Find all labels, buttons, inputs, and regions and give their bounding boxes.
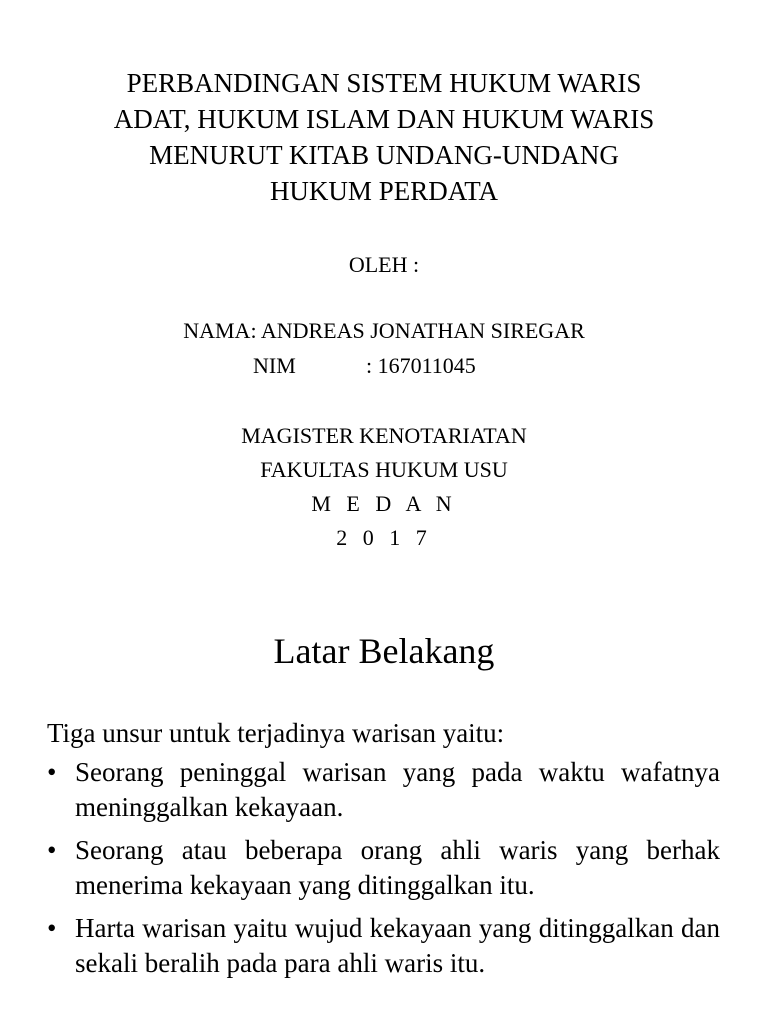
bullet-list [47, 755, 720, 981]
city-name: M E D A N [311, 491, 457, 516]
year: 2 0 1 7 [336, 525, 432, 550]
list-item-text: Harta warisan yaitu wujud kekayaan yang ditinggalkan dan sekali beralih pada para ahli waris itu. [75, 913, 720, 978]
title-line: PERBANDINGAN SISTEM HUKUM WARIS [126, 68, 642, 98]
list-item [47, 911, 720, 981]
program-name: MAGISTER KENOTARIATAN [241, 423, 527, 448]
bullet-icon: • [47, 757, 57, 787]
list-item-text: Seorang atau beberapa orang ahli waris yang berhak menerima kekayaan yang ditinggalkan itu. [75, 835, 720, 900]
list-item [47, 755, 720, 825]
section-heading: Latar Belakang [273, 631, 495, 671]
intro-text: Tiga unsur untuk terjadinya warisan yaitu: [47, 718, 505, 748]
section-body [47, 716, 720, 989]
institution-block [0, 419, 768, 555]
student-id-value: : 167011045 [366, 353, 476, 378]
title-line: HUKUM PERDATA [269, 176, 499, 206]
list-item [47, 833, 720, 903]
author-name: NAMA: ANDREAS JONATHAN SIREGAR [183, 318, 585, 343]
title-line: ADAT, HUKUM ISLAM DAN HUKUM WARIS [113, 104, 655, 134]
student-id-label: NIM [253, 353, 296, 378]
title-line: MENURUT KITAB UNDANG-UNDANG [149, 140, 619, 170]
author-heading: OLEH : [348, 252, 420, 277]
list-item-text: Seorang peninggal warisan yang pada waktu wafatnya meninggalkan kekayaan. [75, 757, 720, 822]
student-id-row [253, 349, 476, 383]
faculty-name: FAKULTAS HUKUM USU [260, 457, 508, 482]
document-title [60, 65, 708, 209]
bullet-icon: • [47, 913, 57, 943]
bullet-icon: • [47, 835, 57, 865]
